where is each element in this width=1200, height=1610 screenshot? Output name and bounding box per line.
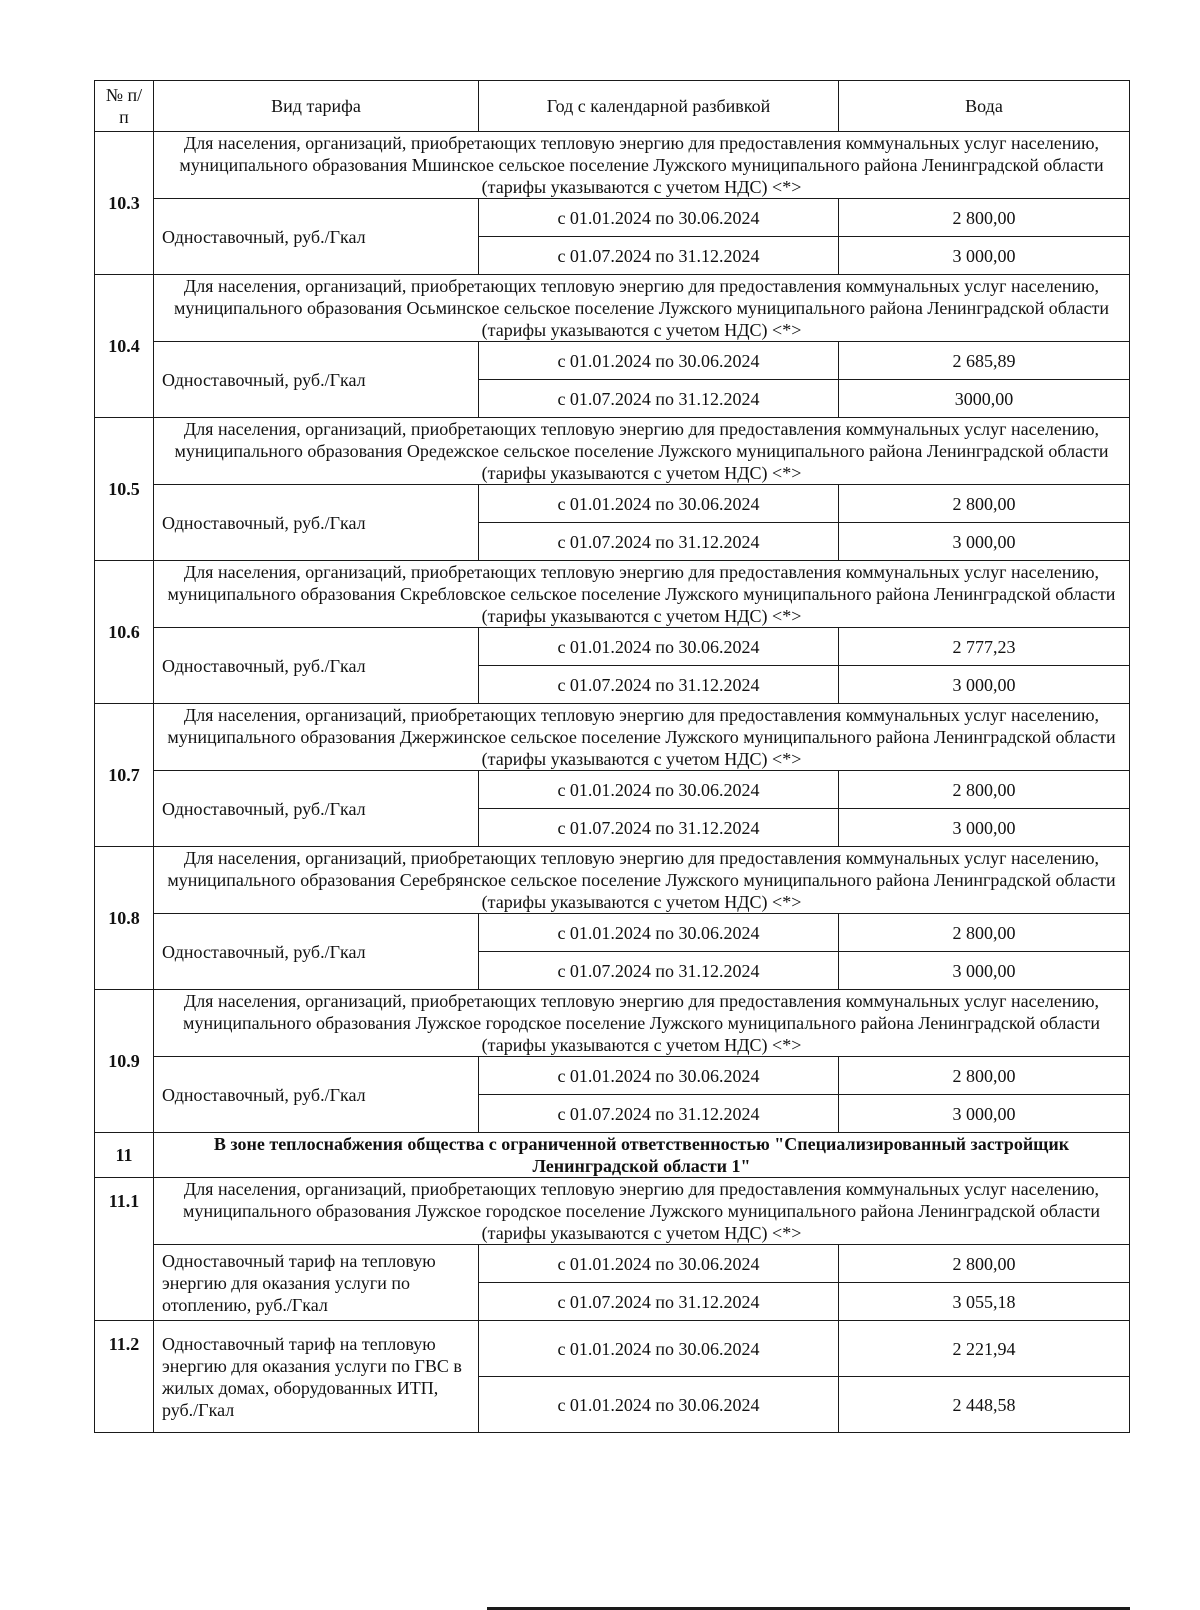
zone-number: 11: [95, 1133, 154, 1178]
period-cell: с 01.07.2024 по 31.12.2024: [479, 666, 839, 704]
value-cell: 2 800,00: [839, 485, 1130, 523]
value-cell: 3000,00: [839, 380, 1130, 418]
section-description: Для населения, организаций, приобретающих тепловую энергию для предоставления коммунальных услуг населению, муниципального образования Оредежское сельское поселение Лужского муниципального района Ленинградской области (тарифы указываются с учетом НДС) <*>: [154, 418, 1130, 485]
period-cell: с 01.01.2024 по 30.06.2024: [479, 914, 839, 952]
section-description: Для населения, организаций, приобретающих тепловую энергию для предоставления коммунальных услуг населению, муниципального образования Осьминское сельское поселение Лужского муниципального района Ленинградской области (тарифы указываются с учетом НДС) <*>: [154, 275, 1130, 342]
table-row: [95, 914, 1130, 952]
period-cell: с 01.01.2024 по 30.06.2024: [479, 1321, 839, 1377]
value-cell: 2 800,00: [839, 199, 1130, 237]
value-cell: 2 800,00: [839, 1057, 1130, 1095]
header-num: № п/п: [95, 81, 154, 132]
period-cell: с 01.07.2024 по 31.12.2024: [479, 1095, 839, 1133]
period-cell: с 01.01.2024 по 30.06.2024: [479, 771, 839, 809]
section-number: 10.4: [95, 275, 154, 418]
section-row: [95, 704, 1130, 771]
period-cell: с 01.01.2024 по 30.06.2024: [479, 1245, 839, 1283]
section-number: 10.7: [95, 704, 154, 847]
tariff-kind: Одноставочный, руб./Гкал: [154, 342, 479, 418]
period-cell: с 01.01.2024 по 30.06.2024: [479, 628, 839, 666]
section-description: Для населения, организаций, приобретающих тепловую энергию для предоставления коммунальных услуг населению, муниципального образования Джержинское сельское поселение Лужского муниципального района Ленинградской области (тарифы указываются с учетом НДС) <*>: [154, 704, 1130, 771]
tariff-kind: Одноставочный, руб./Гкал: [154, 628, 479, 704]
value-cell: 3 000,00: [839, 1095, 1130, 1133]
section-description: Для населения, организаций, приобретающих тепловую энергию для предоставления коммунальных услуг населению, муниципального образования Мшинское сельское поселение Лужского муниципального района Ленинградской области (тарифы указываются с учетом НДС) <*>: [154, 132, 1130, 199]
period-cell: с 01.07.2024 по 31.12.2024: [479, 952, 839, 990]
tariff-table: [94, 80, 1130, 1433]
section-row: [95, 990, 1130, 1057]
header-period: Год с календарной разбивкой: [479, 81, 839, 132]
period-cell: с 01.07.2024 по 31.12.2024: [479, 809, 839, 847]
value-cell: 3 000,00: [839, 952, 1130, 990]
section-row: [95, 418, 1130, 485]
tariff-kind: Одноставочный тариф на тепловую энергию для оказания услуги по отоплению, руб./Гкал: [154, 1245, 479, 1321]
section-number: 11.1: [95, 1178, 154, 1321]
table-row: [95, 199, 1130, 237]
value-cell: 2 800,00: [839, 771, 1130, 809]
tariff-kind: Одноставочный тариф на тепловую энергию для оказания услуги по ГВС в жилых домах, оборудованных ИТП, руб./Гкал: [154, 1321, 479, 1433]
value-cell: 2 800,00: [839, 914, 1130, 952]
header-tariff-kind: Вид тарифа: [154, 81, 479, 132]
period-cell: с 01.01.2024 по 30.06.2024: [479, 1057, 839, 1095]
value-cell: 3 055,18: [839, 1283, 1130, 1321]
value-cell: 3 000,00: [839, 523, 1130, 561]
period-cell: с 01.07.2024 по 31.12.2024: [479, 523, 839, 561]
section-description: Для населения, организаций, приобретающих тепловую энергию для предоставления коммунальных услуг населению, муниципального образования Скребловское сельское поселение Лужского муниципального района Ленинградской области (тарифы указываются с учетом НДС) <*>: [154, 561, 1130, 628]
section-number: 10.8: [95, 847, 154, 990]
section-number: 10.5: [95, 418, 154, 561]
tariff-kind: Одноставочный, руб./Гкал: [154, 1057, 479, 1133]
section-number: 10.6: [95, 561, 154, 704]
section-description: Для населения, организаций, приобретающих тепловую энергию для предоставления коммунальных услуг населению, муниципального образования Лужское городское поселение Лужского муниципального района Ленинградской области (тарифы указываются с учетом НДС) <*>: [154, 1178, 1130, 1245]
section-description: Для населения, организаций, приобретающих тепловую энергию для предоставления коммунальных услуг населению, муниципального образования Лужское городское поселение Лужского муниципального района Ленинградской области (тарифы указываются с учетом НДС) <*>: [154, 990, 1130, 1057]
tariff-kind: Одноставочный, руб./Гкал: [154, 771, 479, 847]
section-number: 10.9: [95, 990, 154, 1133]
section-row: [95, 275, 1130, 342]
table-row: [95, 771, 1130, 809]
zone-row: [95, 1133, 1130, 1178]
period-cell: с 01.01.2024 по 30.06.2024: [479, 1377, 839, 1433]
period-cell: с 01.01.2024 по 30.06.2024: [479, 199, 839, 237]
table-row: [95, 485, 1130, 523]
section-row: [95, 847, 1130, 914]
table-row: [95, 342, 1130, 380]
value-cell: 3 000,00: [839, 809, 1130, 847]
header-water: Вода: [839, 81, 1130, 132]
tariff-kind: Одноставочный, руб./Гкал: [154, 199, 479, 275]
tariff-kind: Одноставочный, руб./Гкал: [154, 914, 479, 990]
value-cell: 2 777,23: [839, 628, 1130, 666]
period-cell: с 01.07.2024 по 31.12.2024: [479, 237, 839, 275]
value-cell: 2 800,00: [839, 1245, 1130, 1283]
section-row: [95, 132, 1130, 199]
tariff-kind: Одноставочный, руб./Гкал: [154, 485, 479, 561]
value-cell: 3 000,00: [839, 666, 1130, 704]
table-row: [95, 1057, 1130, 1095]
section-number: 10.3: [95, 132, 154, 275]
period-cell: с 01.01.2024 по 30.06.2024: [479, 342, 839, 380]
value-cell: 2 448,58: [839, 1377, 1130, 1433]
table-row: [95, 628, 1130, 666]
section-row: [95, 1178, 1130, 1245]
value-cell: 2 685,89: [839, 342, 1130, 380]
value-cell: 2 221,94: [839, 1321, 1130, 1377]
table-row: [95, 1245, 1130, 1283]
section-description: Для населения, организаций, приобретающих тепловую энергию для предоставления коммунальных услуг населению, муниципального образования Серебрянское сельское поселение Лужского муниципального района Ленинградской области (тарифы указываются с учетом НДС) <*>: [154, 847, 1130, 914]
table-row: [95, 1321, 1130, 1377]
period-cell: с 01.07.2024 по 31.12.2024: [479, 380, 839, 418]
period-cell: с 01.07.2024 по 31.12.2024: [479, 1283, 839, 1321]
section-row: [95, 561, 1130, 628]
section-number: 11.2: [95, 1321, 154, 1433]
value-cell: 3 000,00: [839, 237, 1130, 275]
table-header-row: [95, 81, 1130, 132]
period-cell: с 01.01.2024 по 30.06.2024: [479, 485, 839, 523]
zone-title: В зоне теплоснабжения общества с ограниченной ответственностью "Специализированный застройщик Ленинградской области 1": [154, 1133, 1130, 1178]
